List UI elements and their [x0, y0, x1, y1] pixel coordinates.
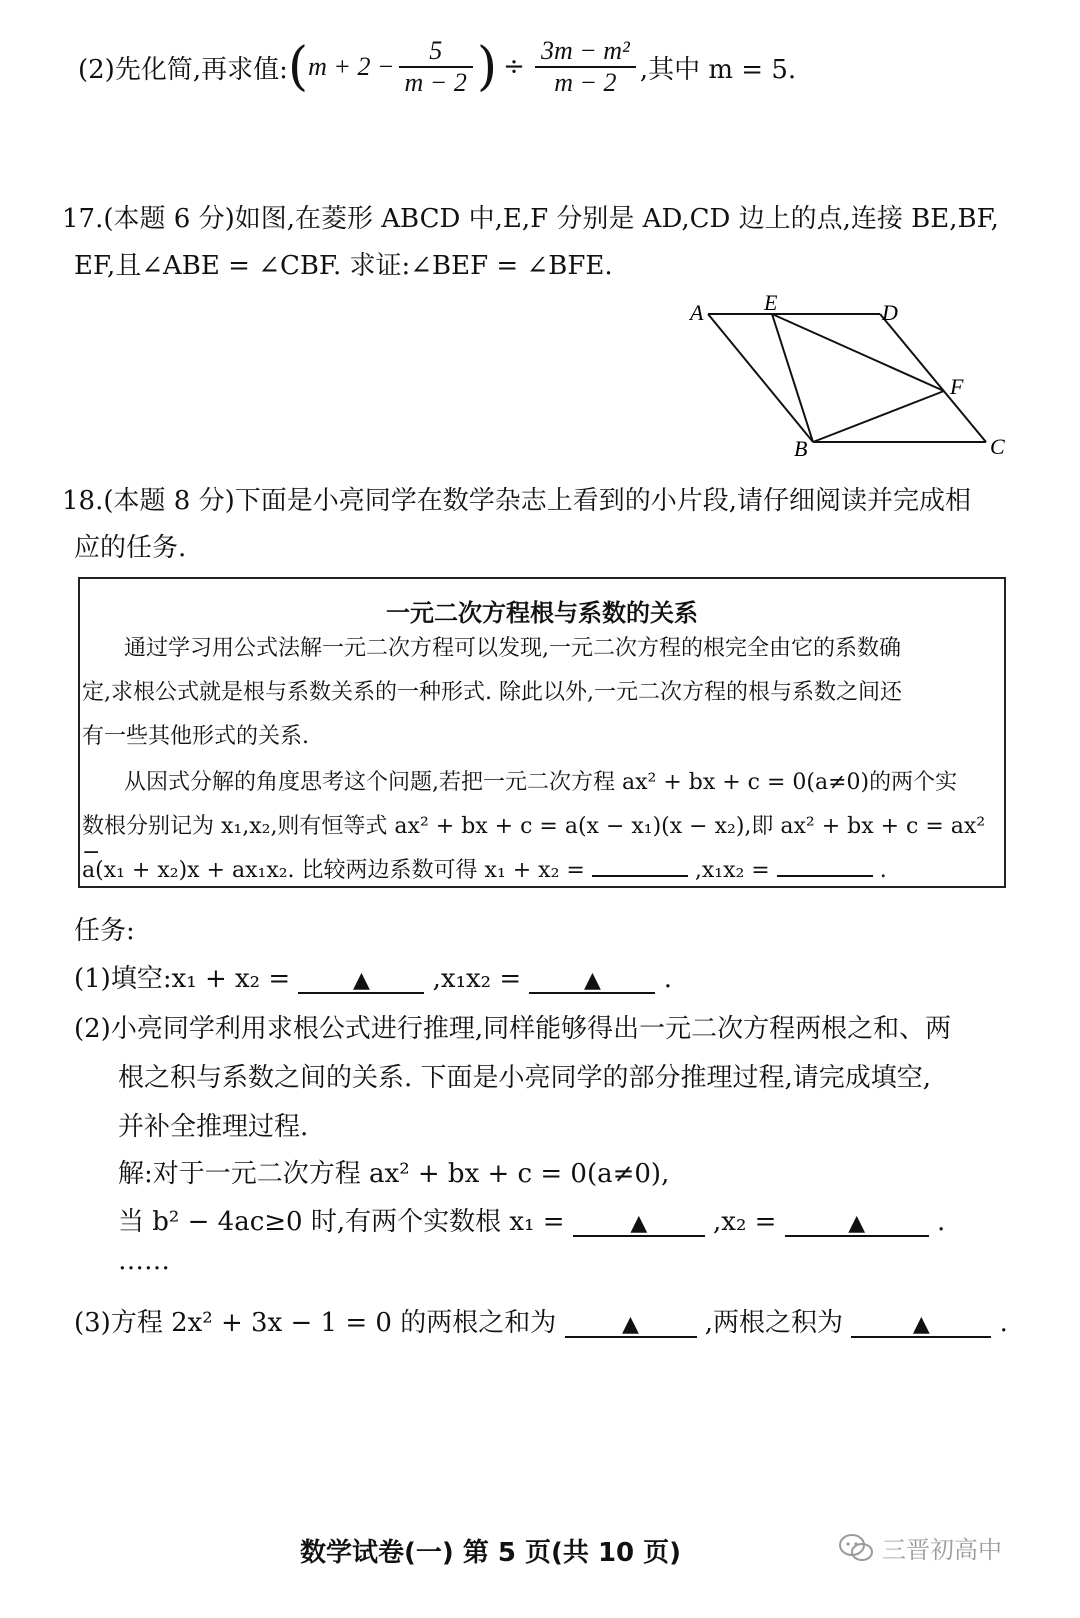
q18-line2: 应的任务.: [74, 533, 187, 563]
task1-a: (1)填空:x₁ + x₂ =: [74, 964, 291, 994]
label-F: F: [950, 374, 964, 399]
task1-blank-sum[interactable]: [298, 964, 424, 994]
task-label: 任务:: [74, 916, 135, 946]
segment-BE: [772, 314, 813, 442]
task1-line: [74, 958, 672, 995]
blank-marker-icon: ▲: [848, 1211, 866, 1236]
task1-blank-product[interactable]: [529, 964, 655, 994]
segment-BF: [813, 391, 944, 442]
task2-blank-x2[interactable]: [785, 1207, 929, 1237]
box-blank-product: [777, 853, 873, 877]
watermark: [838, 1530, 1002, 1565]
q16-fraction-2: [535, 36, 636, 98]
blank-marker-icon: ▲: [912, 1312, 930, 1337]
watermark-text: 三晋初高中: [882, 1536, 1002, 1564]
task2-line5-b: ,x₂ =: [713, 1207, 777, 1237]
reading-box-title: 一元二次方程根与系数的关系: [386, 599, 698, 627]
right-paren: ): [476, 37, 498, 97]
task2-line1: (2)小亮同学利用求根公式进行推理,同样能够得出一元二次方程两根之和、两: [74, 1014, 952, 1044]
task2-line5-a: 当 b² − 4ac≥0 时,有两个实数根 x₁ =: [118, 1207, 565, 1237]
q18-line1: 18.(本题 8 分)下面是小亮同学在数学杂志上看到的小片段,请仔细阅读并完成相: [62, 486, 971, 516]
task3-line: [74, 1302, 1008, 1339]
blank-marker-icon: ▲: [630, 1211, 648, 1236]
task3-c: .: [999, 1308, 1008, 1338]
frac1-denominator: m − 2: [404, 68, 467, 97]
frac2-denominator: m − 2: [554, 68, 617, 97]
edge-DC: [880, 314, 986, 442]
box-p2-line1: 从因式分解的角度思考这个问题,若把一元二次方程 ax² + bx + c = 0(a≠0)的两个实: [124, 770, 958, 795]
task2-line4: 解:对于一元二次方程 ax² + bx + c = 0(a≠0),: [118, 1159, 670, 1189]
q16-part2-label: (2)先化简,再求值:: [78, 54, 288, 85]
blank-marker-icon: ▲: [352, 968, 370, 993]
label-A: A: [690, 300, 704, 325]
q16-part2-line: [78, 32, 796, 102]
task2-ellipsis: ……: [118, 1246, 170, 1276]
frac2-numerator: 3m − m²: [535, 36, 636, 68]
box-p1-line2: 定,求根公式就是根与系数关系的一种形式. 除此以外,一元二次方程的根与系数之间还: [82, 680, 902, 705]
task3-b: ,两根之积为: [704, 1308, 844, 1338]
task2-line5: [118, 1201, 945, 1238]
box-p2-line3-a: a(x₁ + x₂)x + ax₁x₂. 比较两边系数可得 x₁ + x₂ =: [82, 858, 585, 883]
box-p1-line1: 通过学习用公式法解一元二次方程可以发现,一元二次方程的根完全由它的系数确: [124, 636, 901, 661]
q17-line1: 17.(本题 6 分)如图,在菱形 ABCD 中,E,F 分别是 AD,CD 边上的点,连接 BE,BF,: [62, 204, 999, 234]
q17-line2: EF,且∠ABE = ∠CBF. 求证:∠BEF = ∠BFE.: [74, 251, 613, 281]
task1-b: ,x₁x₂ =: [432, 964, 522, 994]
blank-marker-icon: ▲: [583, 968, 601, 993]
task2-line2: 根之积与系数之间的关系. 下面是小亮同学的部分推理过程,请完成填空,: [118, 1063, 932, 1093]
box-p2-line3-b: ,x₁x₂ =: [694, 858, 770, 883]
label-E: E: [764, 290, 778, 315]
task3-blank-product[interactable]: [851, 1308, 991, 1338]
task3-blank-sum[interactable]: [565, 1308, 697, 1338]
wechat-icon: [838, 1533, 874, 1563]
task2-line5-c: .: [936, 1207, 946, 1237]
rhombus-figure: [680, 290, 1020, 470]
blank-marker-icon: ▲: [622, 1312, 639, 1337]
box-p2-line3: [82, 853, 887, 884]
q16-fraction-1: [399, 36, 473, 98]
left-paren: (: [287, 37, 309, 97]
box-p1-line3: 有一些其他形式的关系.: [82, 724, 309, 749]
q16-divide-sign: ÷: [503, 52, 525, 82]
task3-a: (3)方程 2x² + 3x − 1 = 0 的两根之和为: [74, 1308, 557, 1338]
box-p2-line2: 数根分别记为 x₁,x₂,则有恒等式 ax² + bx + c = a(x − x₁)(x − x₂),即 ax² + bx + c = ax² −: [82, 814, 986, 865]
label-D: D: [882, 300, 898, 325]
box-blank-sum: [592, 853, 688, 877]
label-C: C: [990, 434, 1005, 459]
q16-expr-a: m + 2 −: [308, 52, 395, 81]
task2-line3: 并补全推理过程.: [118, 1112, 309, 1142]
edge-BA: [708, 314, 813, 442]
segment-EF: [772, 314, 944, 391]
frac1-numerator: 5: [399, 36, 473, 68]
page-footer: 数学试卷(一) 第 5 页(共 10 页): [300, 1538, 682, 1568]
label-B: B: [794, 436, 808, 461]
reading-box: [78, 577, 1006, 888]
q16-tail: ,其中 m = 5.: [639, 54, 797, 85]
task2-blank-x1[interactable]: [573, 1207, 705, 1237]
box-p2-line3-c: .: [879, 858, 887, 883]
task1-c: .: [663, 964, 672, 994]
